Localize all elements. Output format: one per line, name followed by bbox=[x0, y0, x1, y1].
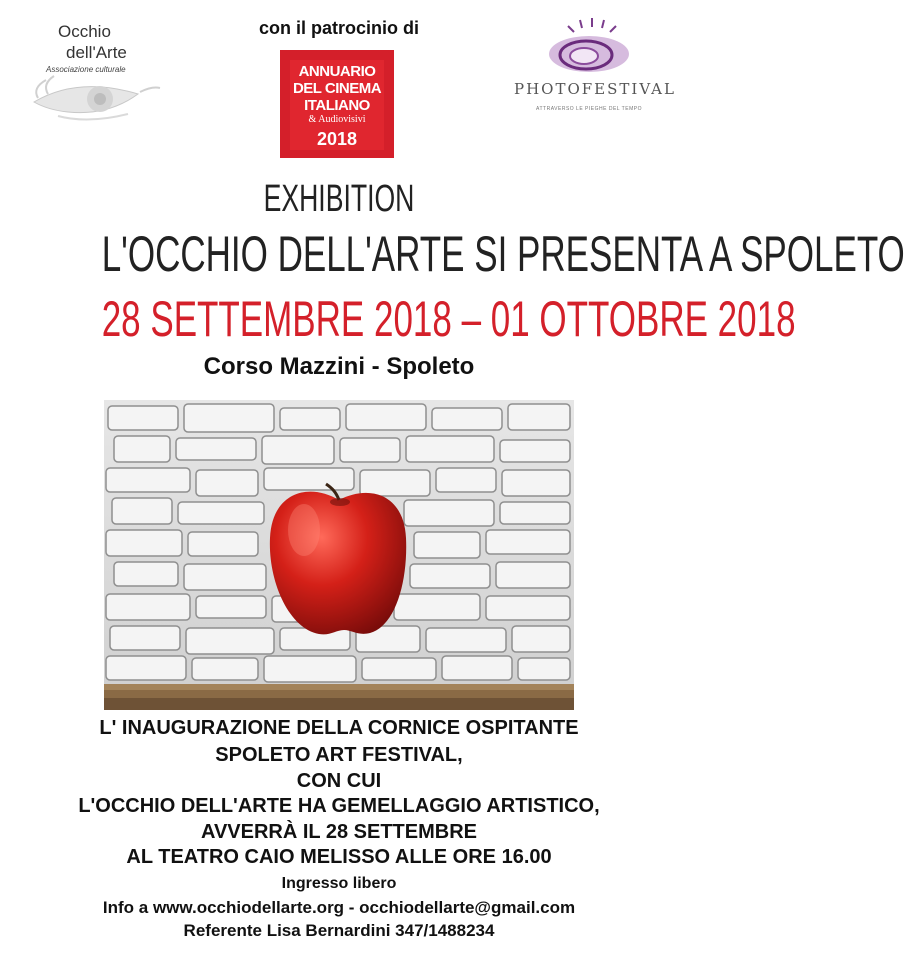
info-line4: L'OCCHIO DELL'ARTE HA GEMELLAGGIO ARTISTICO, bbox=[78, 795, 600, 817]
event-venue: Corso Mazzini - Spoleto bbox=[203, 353, 475, 380]
info-line1: L' INAUGURAZIONE DELLA CORNICE OSPITANTE bbox=[99, 717, 579, 739]
annuario-cinema-logo bbox=[280, 50, 394, 158]
apple bbox=[270, 484, 406, 634]
referent-info: Referente Lisa Bernardini 347/1488234 bbox=[183, 921, 495, 940]
eye-icon bbox=[28, 72, 168, 124]
info-line3: CON CUI bbox=[296, 770, 382, 792]
event-dates-text: 28 SETTEMBRE 2018 – 01 OTTOBRE 2018 bbox=[101, 291, 796, 347]
free-entry: Ingresso libero bbox=[281, 875, 397, 892]
logo-left-line1: Occhio bbox=[58, 22, 111, 41]
photofestival-name: PHOTOFESTIVAL bbox=[514, 80, 676, 98]
logo-left-line3: Associazione culturale bbox=[46, 65, 126, 74]
event-title-text: L'OCCHIO DELL'ARTE SI PRESENTA A SPOLETO bbox=[101, 226, 905, 282]
annuario-line2: DEL CINEMA bbox=[292, 80, 382, 97]
annuario-year: 2018 bbox=[316, 129, 358, 149]
apple-stone-wall-image bbox=[104, 400, 574, 710]
patronage-text: con il patrocinio di bbox=[258, 18, 419, 38]
camera-lens-icon bbox=[542, 18, 636, 76]
photofestival-logo bbox=[514, 18, 676, 123]
photofestival-tagline: ATTRAVERSO LE PIEGHE DEL TEMPO bbox=[536, 106, 642, 112]
info-line5: AVVERRÀ IL 28 SETTEMBRE bbox=[201, 821, 477, 843]
event-title bbox=[0, 225, 905, 283]
annuario-line3: ITALIANO bbox=[304, 97, 370, 114]
info-line2: SPOLETO ART FESTIVAL, bbox=[215, 744, 463, 766]
annuario-line4: & Audiovisivi bbox=[308, 114, 366, 125]
annuario-line1: ANNUARIO bbox=[298, 63, 376, 80]
logo-left-line2: dell'Arte bbox=[66, 43, 127, 62]
exhibition-text: EXHIBITION bbox=[263, 178, 415, 220]
exhibition-label bbox=[0, 178, 678, 221]
event-dates bbox=[0, 290, 796, 348]
contact-info: Info a www.occhiodellarte.org - occhiodellarte@gmail.com bbox=[102, 898, 576, 917]
info-line6: AL TEATRO CAIO MELISSO ALLE ORE 16.00 bbox=[126, 846, 552, 868]
